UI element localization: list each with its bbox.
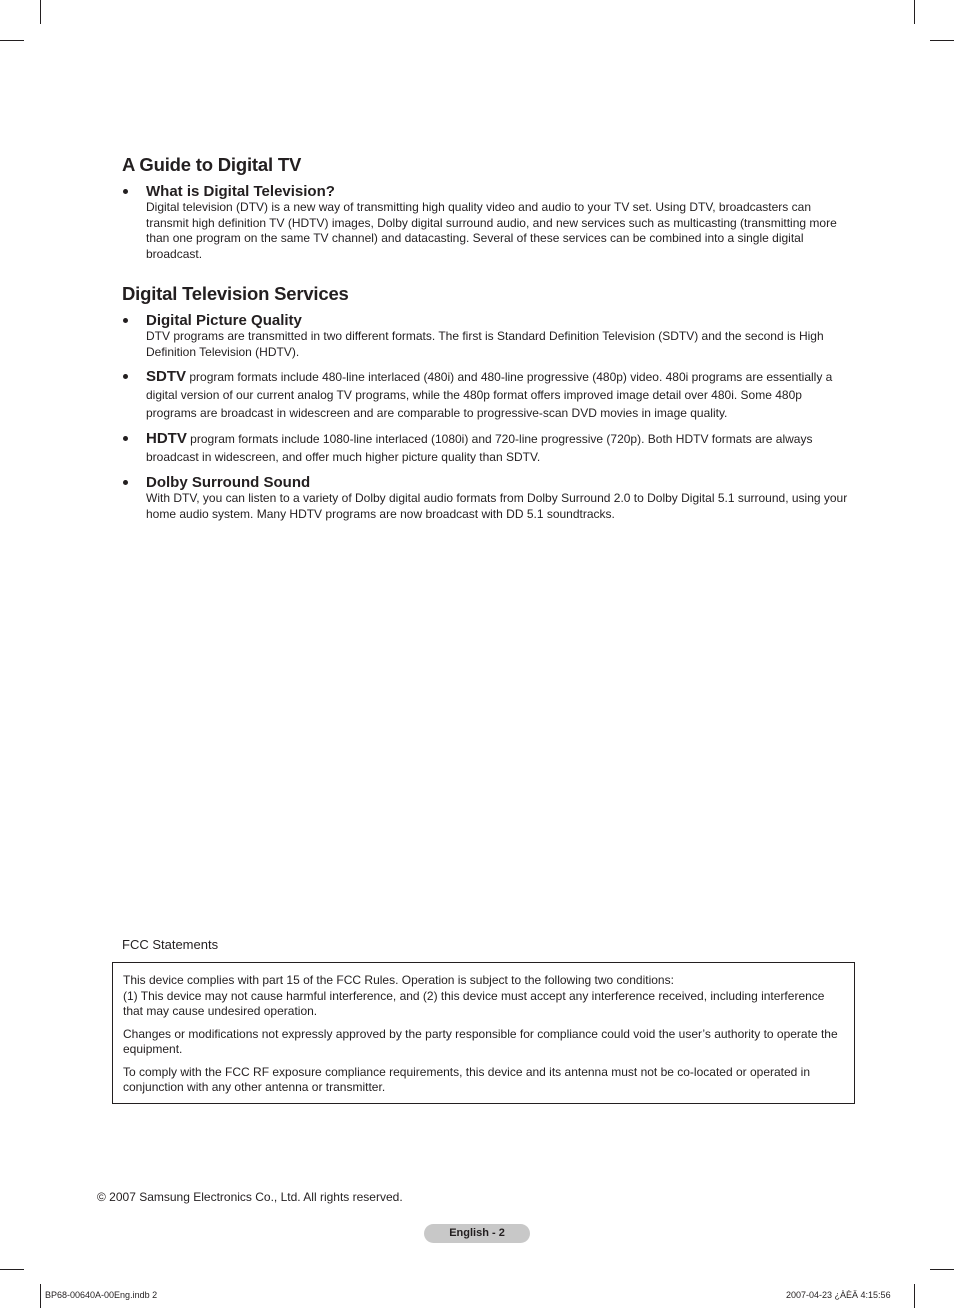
services-item-body: With DTV, you can listen to a variety of Dolby digital audio formats from Dolby Surround 2.0 to Dolby Digital 5.1 surround, using your home audio system. Many HDTV programs are now broadcast with DD 5.1 soundtracks. [146, 491, 848, 521]
print-slug-filename: BP68-00640A-00Eng.indb 2 [45, 1290, 158, 1300]
crop-mark-top-right-vertical [914, 0, 915, 24]
services-item-body: DTV programs are transmitted in two different formats. The first is Standard Definition Television (SDTV) and the second is High Definition Television (HDTV). [146, 329, 824, 359]
services-item-title: Dolby Surround Sound [146, 474, 311, 491]
fcc-paragraph-conditions [123, 973, 844, 1020]
fcc-heading: FCC Statements [122, 937, 219, 952]
services-item-body: program formats include 480-line interlaced (480i) and 480-line progressive (480p) video. 480i programs are essentially a digital version of our current analog TV programs, while the 480p format offers improved image detail over 480i. Some 480p programs are broadcast in widescreen and are comparable to progressive-scan DVD movies in image quality. [146, 370, 833, 420]
crop-mark-bottom-left-horizontal [0, 1269, 24, 1270]
guide-item-body: Digital television (DTV) is a new way of transmitting high quality video and audio to your TV set. Using DTV, broadcasters can transmit high definition TV (HDTV) images, Dolby digital surround audio, and new services such as multicasting (transmitting more than one program on the same TV channel) and datacasting. Several of these services can be combined into a single digital broadcast. [146, 200, 837, 261]
services-item-title: HDTV [146, 430, 187, 447]
fcc-line: This device complies with part 15 of the FCC Rules. Operation is subject to the following two conditions: [123, 973, 674, 987]
crop-mark-top-left-horizontal [0, 40, 24, 41]
crop-mark-bottom-left-vertical [40, 1284, 41, 1308]
bullet-icon [123, 480, 128, 485]
services-list [122, 312, 852, 530]
services-item-dolby [122, 474, 852, 522]
copyright-notice: © 2007 Samsung Electronics Co., Ltd. All rights reserved. [97, 1190, 403, 1204]
bullet-icon [123, 436, 128, 441]
crop-mark-bottom-right-vertical [914, 1284, 915, 1308]
bullet-icon [123, 318, 128, 323]
guide-heading: A Guide to Digital TV [122, 154, 302, 175]
page-number-badge: English - 2 [424, 1224, 530, 1243]
services-item-body: program formats include 1080-line interlaced (1080i) and 720-line progressive (720p). Both HDTV formats are always broadcast in widescreen, and offer much higher picture quality than SDTV. [146, 432, 813, 464]
services-item-hdtv [122, 430, 852, 466]
services-item-title: SDTV [146, 368, 187, 385]
crop-mark-top-right-horizontal [930, 40, 954, 41]
bullet-icon [123, 189, 128, 194]
fcc-paragraph-modifications: Changes or modifications not expressly approved by the party responsible for compliance could void the user’s authority to operate the equipment. [123, 1026, 838, 1056]
services-item-title: Digital Picture Quality [146, 312, 302, 329]
crop-mark-top-left-vertical [40, 0, 41, 24]
guide-item-what-is-dtv [122, 183, 852, 262]
services-item-picture-quality [122, 312, 852, 360]
guide-item-title: What is Digital Television? [146, 183, 335, 200]
guide-list [122, 183, 852, 270]
services-item-sdtv [122, 368, 852, 422]
crop-mark-bottom-right-horizontal [930, 1269, 954, 1270]
fcc-statement-box [112, 962, 855, 1104]
bullet-icon [123, 374, 128, 379]
print-slug-timestamp: 2007-04-23 ¿ÀÈÄ 4:15:56 [786, 1290, 891, 1300]
fcc-paragraph-rf-exposure: To comply with the FCC RF exposure compliance requirements, this device and its antenna must not be co-located or operated in conjunction with any other antenna or transmitter. [123, 1064, 811, 1094]
fcc-line: (1) This device may not cause harmful interference, and (2) this device must accept any interference received, including interference that may cause undesired operation. [123, 988, 825, 1018]
services-heading: Digital Television Services [122, 283, 349, 304]
